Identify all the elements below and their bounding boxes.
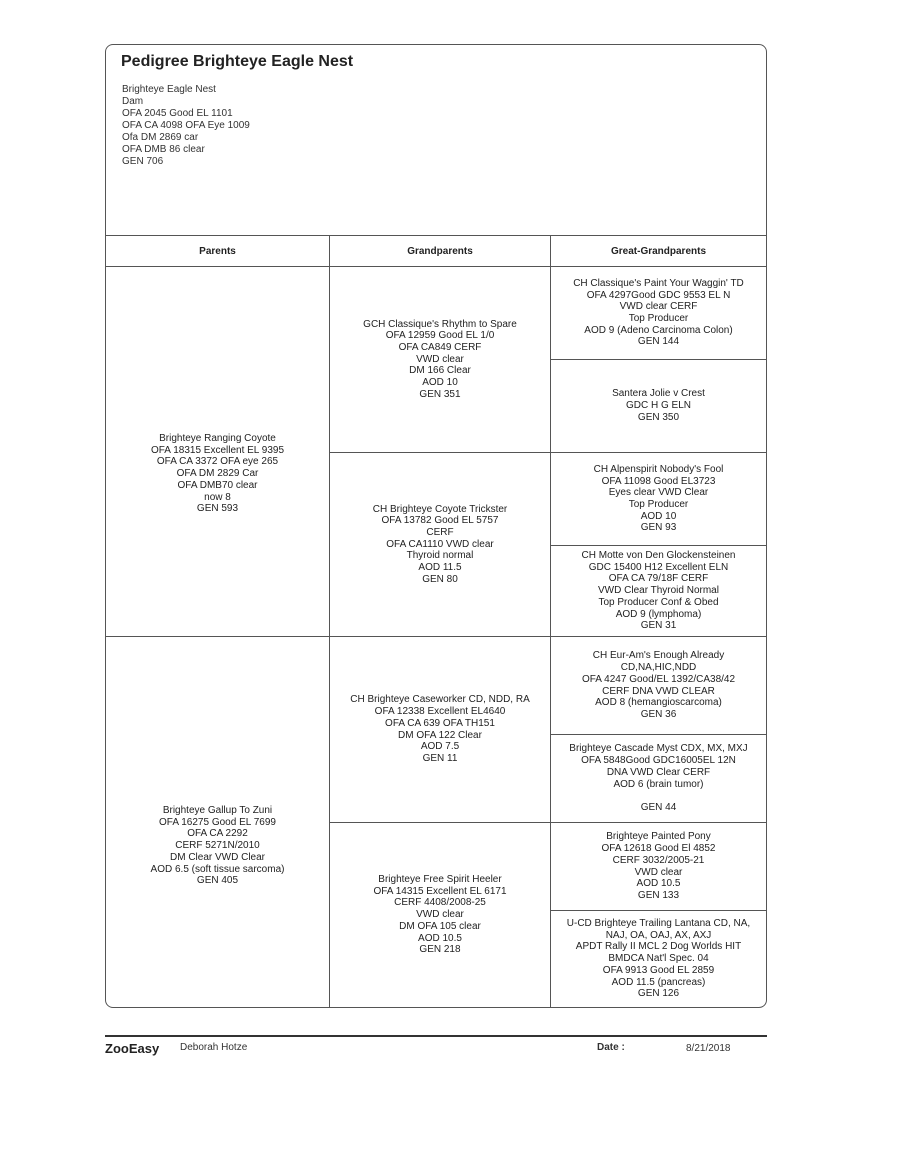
parent-line: OFA 16275 Good EL 7699 bbox=[159, 816, 276, 828]
great-grandparent-line: AOD 6 (brain tumor) bbox=[613, 778, 704, 790]
great-grandparent-line: AOD 8 (hemangioscarcoma) bbox=[595, 697, 722, 709]
great-grandparent-line: Eyes clear VWD Clear bbox=[608, 487, 709, 499]
parent-line: Brighteye Ranging Coyote bbox=[159, 433, 276, 445]
parent-line: OFA CA 3372 OFA eye 265 bbox=[156, 456, 279, 468]
dog-info-line: OFA CA 4098 OFA Eye 1009 bbox=[122, 120, 250, 131]
dog-info-line: OFA 2045 Good EL 1101 bbox=[122, 108, 233, 119]
grandparent-line: VWD clear bbox=[416, 353, 464, 365]
great-grandparent-line: OFA 4297Good GDC 9553 EL N bbox=[586, 289, 731, 301]
grandparent-line: DM OFA 122 Clear bbox=[398, 729, 482, 741]
grandparent-line: VWD clear bbox=[416, 909, 464, 921]
great-grandparent-line: OFA CA 79/18F CERF bbox=[608, 573, 709, 585]
parent-sire bbox=[106, 364, 329, 584]
grandparent-line: GEN 11 bbox=[422, 752, 458, 764]
grandparent-line: OFA CA 639 OFA TH151 bbox=[385, 717, 495, 729]
great-grandparent-line: GEN 350 bbox=[637, 411, 680, 423]
parent-line: OFA DM 2829 Car bbox=[176, 468, 259, 480]
footer-owner: Deborah Hotze bbox=[180, 1042, 248, 1053]
great-grandparent-3 bbox=[551, 453, 766, 545]
great-grandparent-line: CH Classique's Paint Your Waggin' TD bbox=[573, 277, 744, 289]
great-grandparent-6 bbox=[551, 735, 766, 822]
parent-line: CERF 5271N/2010 bbox=[175, 840, 260, 852]
header-parents: Parents bbox=[199, 245, 236, 257]
grandparent-line: GEN 80 bbox=[422, 573, 458, 585]
great-grandparent-line: GEN 36 bbox=[640, 708, 677, 720]
footer-date-label: Date : bbox=[597, 1042, 625, 1053]
great-grandparent-line: AOD 9 (lymphoma) bbox=[615, 608, 702, 620]
parent-line: now 8 bbox=[204, 491, 231, 503]
great-grandparent-line: Top Producer bbox=[628, 313, 689, 324]
grandparent-line: AOD 10.5 bbox=[418, 932, 462, 944]
grandparent-2 bbox=[330, 453, 550, 636]
great-grandparent-line: GEN 126 bbox=[637, 988, 680, 1000]
great-grandparent-line: CERF 3032/2005-21 bbox=[612, 854, 705, 866]
parent-line: GEN 405 bbox=[196, 875, 239, 887]
grandparent-line: GCH Classique's Rhythm to Spare bbox=[363, 318, 517, 330]
great-grandparent-line: CD,NA,HIC,NDD bbox=[620, 662, 697, 674]
page-title: Pedigree Brighteye Eagle Nest bbox=[121, 53, 354, 70]
grandparent-line: AOD 10 bbox=[422, 377, 458, 389]
great-grandparent-8 bbox=[551, 911, 766, 1007]
great-grandparent-line: Brighteye Painted Pony bbox=[606, 831, 711, 843]
grandparent-line: OFA 14315 Excellent EL 6171 bbox=[373, 885, 507, 897]
great-grandparent-line: OFA 9913 Good EL 2859 bbox=[602, 964, 715, 976]
header-grandparents: Grandparents bbox=[407, 245, 473, 257]
great-grandparent-line: VWD Clear Thyroid Normal bbox=[598, 585, 719, 597]
great-grandparent-line: GDC H G ELN bbox=[625, 400, 691, 412]
parent-line: GEN 593 bbox=[196, 503, 239, 515]
great-grandparent-line: OFA 11098 Good EL3723 bbox=[601, 475, 716, 487]
footer-divider bbox=[105, 1035, 767, 1037]
grandparent-line: AOD 11.5 bbox=[418, 562, 462, 574]
parent-line: OFA 18315 Excellent EL 9395 bbox=[150, 444, 285, 456]
great-grandparent-line: Top Producer bbox=[628, 499, 689, 510]
grandparent-line: DM OFA 105 clear bbox=[399, 920, 481, 932]
great-grandparent-line: DNA VWD Clear CERF bbox=[606, 766, 711, 778]
great-grandparent-5 bbox=[551, 637, 766, 734]
great-grandparent-7 bbox=[551, 823, 766, 910]
grandparent-line: AOD 7.5 bbox=[420, 741, 460, 753]
grandparent-line: CH Brighteye Caseworker CD, NDD, RA bbox=[350, 694, 530, 706]
grandparent-line: Thyroid normal bbox=[406, 550, 474, 562]
great-grandparent-line: AOD 10 bbox=[640, 510, 677, 522]
grandparent-line: OFA 12959 Good EL 1/0 bbox=[385, 330, 495, 342]
grandparent-line: CERF bbox=[426, 526, 454, 538]
parent-line: Brighteye Gallup To Zuni bbox=[162, 805, 273, 817]
dog-info-line: Dam bbox=[122, 96, 144, 107]
dog-info-line: Ofa DM 2869 car bbox=[122, 132, 199, 143]
great-grandparent-line: Brighteye Cascade Myst CDX, MX, MXJ bbox=[569, 743, 748, 755]
great-grandparent-line: VWD clear bbox=[634, 866, 683, 878]
great-grandparent-4 bbox=[551, 546, 766, 636]
dog-info-line: Brighteye Eagle Nest bbox=[122, 84, 216, 95]
great-grandparent-line: GDC 15400 H12 Excellent ELN bbox=[588, 561, 729, 573]
grandparent-line: OFA 12338 Excellent EL4640 bbox=[374, 706, 506, 718]
great-grandparent-line: VWD clear CERF bbox=[619, 301, 698, 313]
great-grandparent-line: NAJ, OA, OAJ, AX, AXJ bbox=[605, 929, 712, 941]
great-grandparent-line: OFA 5848Good GDC16005EL 12N bbox=[581, 755, 736, 767]
parent-line: AOD 6.5 (soft tissue sarcoma) bbox=[150, 863, 285, 875]
great-grandparent-line: Santera Jolie v Crest bbox=[612, 388, 705, 400]
grandparent-line: OFA CA849 CERF bbox=[398, 341, 482, 353]
grandparent-line: DM 166 Clear bbox=[409, 365, 471, 377]
dog-info bbox=[122, 84, 250, 168]
header-great-grandparents: Great-Grandparents bbox=[610, 245, 707, 257]
grandparent-4 bbox=[330, 823, 550, 1007]
footer-brand: ZooEasy bbox=[105, 1041, 160, 1056]
great-grandparent-line: CH Motte von Den Glockensteinen bbox=[581, 550, 736, 562]
dog-info-line: GEN 706 bbox=[122, 156, 164, 167]
great-grandparent-line: CH Eur-Am's Enough Already bbox=[592, 650, 725, 662]
great-grandparent-line: AOD 11.5 (pancreas) bbox=[611, 976, 706, 988]
great-grandparent-line: AOD 10.5 bbox=[636, 878, 681, 890]
great-grandparent-line: GEN 93 bbox=[640, 522, 677, 534]
grandparent-line: Brighteye Free Spirit Heeler bbox=[378, 874, 502, 886]
great-grandparent-2 bbox=[551, 360, 766, 452]
dog-info-line: OFA DMB 86 clear bbox=[122, 144, 205, 155]
great-grandparent-line: BMDCA Nat'l Spec. 04 bbox=[608, 953, 709, 965]
grandparent-3 bbox=[330, 637, 550, 822]
grandparent-line: CERF 4408/2008-25 bbox=[394, 897, 486, 909]
great-grandparent-line: CERF DNA VWD CLEAR bbox=[602, 685, 715, 697]
great-grandparent-line: GEN 31 bbox=[640, 620, 677, 632]
parent-line: OFA CA 2292 bbox=[187, 828, 248, 840]
grandparent-line: OFA CA1110 VWD clear bbox=[386, 538, 494, 550]
footer-date-value: 8/21/2018 bbox=[686, 1043, 731, 1054]
great-grandparent-line: Top Producer Conf & Obed bbox=[598, 596, 719, 608]
great-grandparent-line: GEN 133 bbox=[637, 889, 680, 901]
great-grandparent-line: GEN 144 bbox=[637, 336, 680, 348]
grandparent-1 bbox=[330, 267, 550, 452]
great-grandparent-line: OFA 12618 Good El 4852 bbox=[601, 843, 716, 855]
great-grandparent-line: APDT Rally II MCL 2 Dog Worlds HIT bbox=[575, 941, 742, 953]
great-grandparent-line: AOD 9 (Adeno Carcinoma Colon) bbox=[584, 324, 733, 336]
grandparent-line: GEN 218 bbox=[419, 944, 461, 956]
great-grandparent-line: OFA 4247 Good/EL 1392/CA38/42 bbox=[581, 673, 736, 685]
parent-line: DM Clear VWD Clear bbox=[169, 851, 265, 863]
great-grandparent-line: U-CD Brighteye Trailing Lantana CD, NA, bbox=[566, 918, 751, 930]
grandparent-line: GEN 351 bbox=[419, 388, 461, 400]
great-grandparent-line: CH Alpenspirit Nobody's Fool bbox=[593, 463, 724, 475]
great-grandparent-line: GEN 44 bbox=[640, 801, 677, 813]
parent-line: OFA DMB70 clear bbox=[177, 479, 258, 491]
grandparent-line: OFA 13782 Good EL 5757 bbox=[381, 515, 499, 527]
great-grandparent-1 bbox=[551, 267, 766, 359]
grandparent-line: CH Brighteye Coyote Trickster bbox=[372, 503, 508, 515]
parent-dam bbox=[106, 736, 329, 956]
